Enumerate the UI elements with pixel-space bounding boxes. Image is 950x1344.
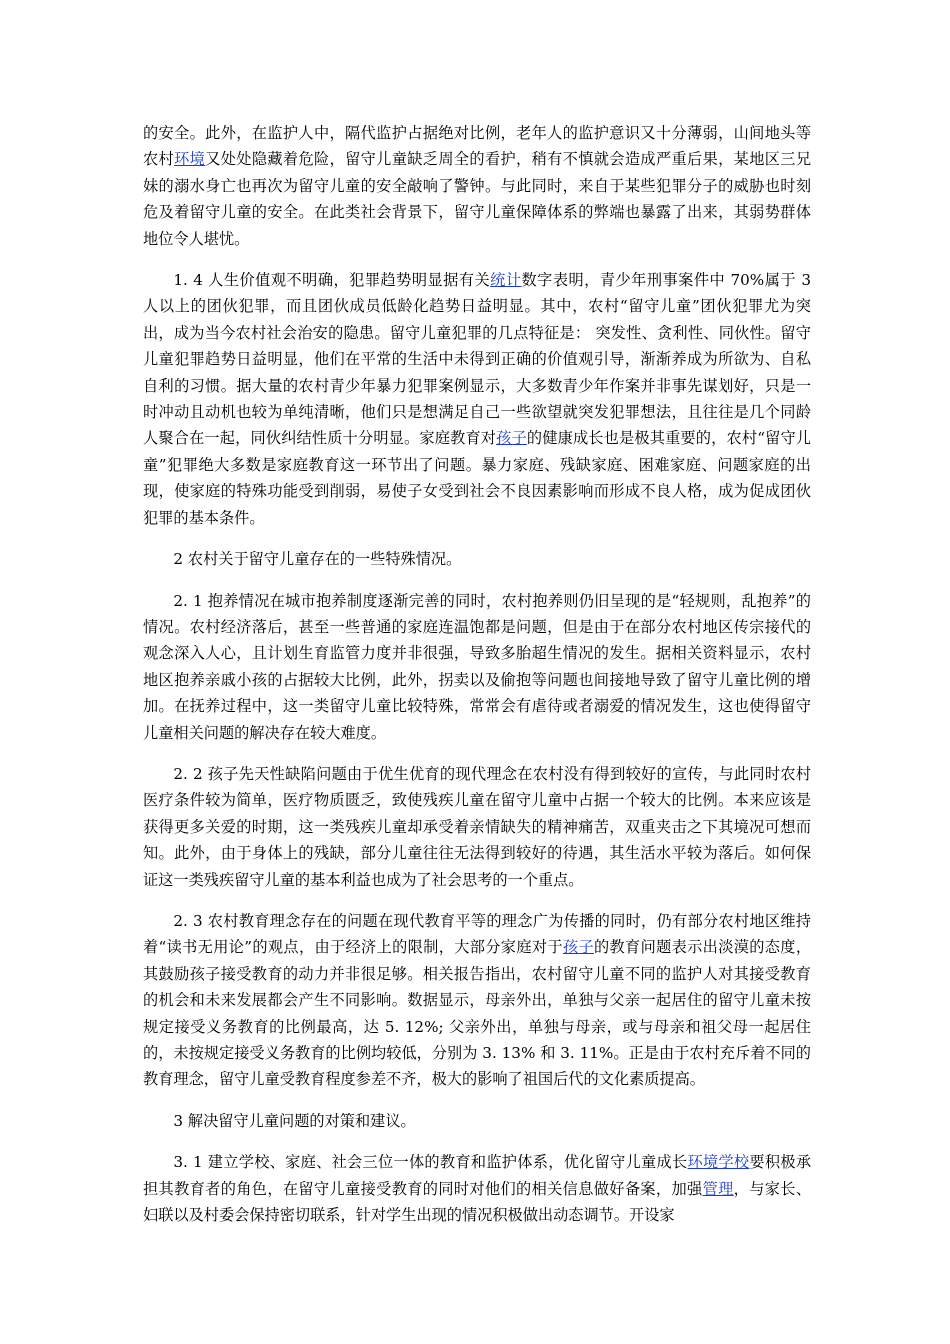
text-run: 要积极承担其教育者的角色，在留守儿童接受教育的同时对他们的相关信息做好备案，加强 xyxy=(143,1153,812,1198)
paragraph-2-2 xyxy=(143,761,811,893)
link-children[interactable]: 孩子 xyxy=(562,938,594,957)
document-page xyxy=(143,120,811,1243)
text-run: 的健康成长也是极其重要的，农村“留守儿童”犯罪绝大多数是家庭教育这一环节出了问题。暴力家庭、残缺家庭、困难家庭、问题家庭的出现，使家庭的特殊功能受到削弱，易使子女受到社会不良因素影响而形成不良人格，成为促成团伙犯罪的基本条件。 xyxy=(143,429,812,527)
text-run: 2. 1 抱养情况在城市抱养制度逐渐完善的同时，农村抱养则仍旧呈现的是“轻规则，乱抱养”的情况。农村经济落后，甚至一些普通的家庭连温饱都是问题，但是由于在部分农村地区传宗接代的观念深入人心，且计划生育监管力度并非很强，导致多胎超生情况的发生。据相关资料显示，农村地区抱养亲戚小孩的占据较大比例，此外，拐卖以及偷抱等问题也间接地导致了留守儿童比例的增加。在抚养过程中，这一类留守儿童比较特殊，常常会有虐待或者溺爱的情况发生，这也使得留守儿童相关问题的解决存在较大难度。 xyxy=(143,591,811,742)
text-run: 又处处隐藏着危险，留守儿童缺乏周全的看护，稍有不慎就会造成严重后果，某地区三兄妹的溺水身亡也再次为留守儿童的安全敲响了警钟。与此同时，来自于某些犯罪分子的威胁也时刻危及着留守儿童的安全。在此类社会背景下，留守儿童保障体系的弊端也暴露了出来，其弱势群体地位令人堪忧。 xyxy=(143,150,812,248)
text-run: 2 农村关于留守儿童存在的一些特殊情况。 xyxy=(173,550,462,569)
text-run: 3 解决留守儿童问题的对策和建议。 xyxy=(173,1111,416,1130)
text-run: 的教育问题表示出淡漠的态度，其鼓励孩子接受教育的动力并非很足够。相关报告指出，农村留守儿童不同的监护人对其接受教育的机会和未来发展都会产生不同影响。数据显示，母亲外出，单独与父亲一起居住的留守儿童未按规定接受义务教育的比例最高，达 5. 12%; 父亲外出，单独与母亲，或与母亲和祖父母一起居住的，未按规定接受义务教育的比例均较低，分别为 3. 13% 和 3. 11%。正是由于农村充斥着不同的教育理念，留守儿童受教育程度参差不齐，极大的影响了祖国后代的文化素质提高。 xyxy=(143,938,812,1089)
link-environment[interactable]: 环境 xyxy=(174,150,206,169)
section-heading-3 xyxy=(143,1108,811,1134)
link-management[interactable]: 管理 xyxy=(702,1179,734,1198)
text-run: 1. 4 人生价值观不明确，犯罪趋势明显据有关 xyxy=(173,271,491,290)
link-statistics[interactable]: 统计 xyxy=(490,271,522,290)
text-run: 3. 1 建立学校、家庭、社会三位一体的教育和监护体系，优化留守儿童成长 xyxy=(173,1153,688,1172)
paragraph-safety xyxy=(143,120,811,252)
text-run: 2. 3 农村教育理念存在的问题在现代教育平等的理念广为传播的同时，仍有部分农村地区维持着“读书无用论”的观点，由于经济上的限制，大部分家庭对于 xyxy=(143,911,811,957)
link-environment[interactable]: 环境 xyxy=(687,1153,719,1172)
paragraph-3-1 xyxy=(143,1149,811,1228)
link-children[interactable]: 孩子 xyxy=(496,429,527,448)
paragraph-1-4 xyxy=(143,267,811,531)
text-run: 2. 2 孩子先天性缺陷问题由于优生优育的现代理念在农村没有得到较好的宣传，与此同时农村医疗条件较为简单，医疗物质匮乏，致使残疾儿童在留守儿童中占据一个较大的比例。本来应该是获得更多关爱的时期，这一类残疾儿童却承受着亲情缺失的精神痛苦，双重夹击之下其境况可想而知。此外，由于身体上的残缺，部分儿童往往无法得到较好的待遇，其生活水平较为落后。如何保证这一类残疾留守儿童的基本利益也成为了社会思考的一个重点。 xyxy=(143,764,811,889)
paragraph-2-3 xyxy=(143,908,811,1093)
link-school[interactable]: 学校 xyxy=(718,1153,750,1172)
section-heading-2 xyxy=(143,546,811,572)
text-run: 的安全。此外，在监护人中，隔代监护占据绝对比例，老年人的监护意识又十分薄弱，山间地头等农村 xyxy=(143,124,811,169)
text-run: 数字表明，青少年刑事案件中 70%属于 3 人以上的团伙犯罪，而且团伙成员低龄化趋势日益明显。其中，农村“留守儿童”团伙犯罪尤为突出，成为当今农村社会治安的隐患。留守儿童犯罪的几点特征是： 突发性、贪利性、同伙性。留守儿童犯罪趋势日益明显，他们在平常的生活中未得到正确的价值观引导，渐渐养成为所欲为、自私自利的习惯。据大量的农村青少年暴力犯罪案例显示，大多数青少年作案并非事先谋划好，只是一时冲动且动机也较为单纯清晰，他们只是想满足自己一些欲望就突发犯罪想法，且往往是几个同龄人聚合在一起，同伙纠结性质十分明显。家庭教育对 xyxy=(143,271,812,448)
text-run: ，与家长、妇联以及村委会保持密切联系，针对学生出现的情况积极做出动态调节。开设家 xyxy=(143,1179,812,1225)
paragraph-2-1 xyxy=(143,588,811,746)
